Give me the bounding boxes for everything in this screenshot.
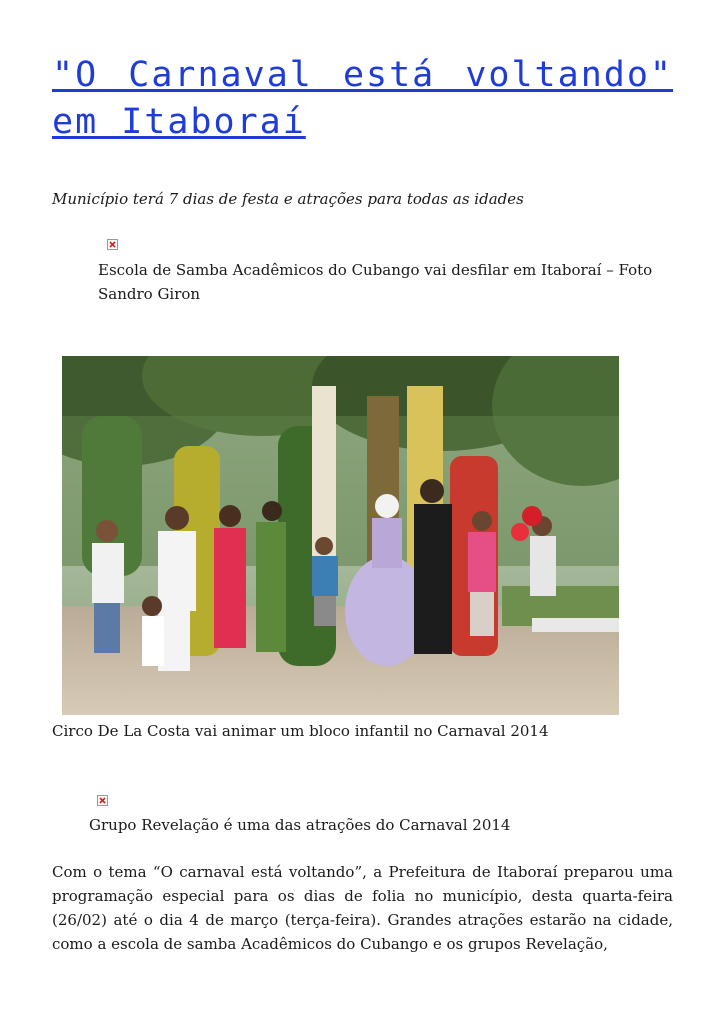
broken-image-icon [107, 239, 118, 250]
article-body-paragraph: Com o tema “O carnaval está voltando”, a Prefeitura de Itaboraí preparou uma programação especial para os dias de folia no município, desta quarta-feira (26/02) até o dia 4 de março (terça-feira). Grandes atrações estarão na cidade, como a escola de samba Acadêmicos do Cubango e os grupos Revelação, [52, 863, 673, 953]
article-subtitle: Município terá 7 dias de festa e atrações para todas as idades [52, 190, 524, 208]
article-title [52, 52, 673, 146]
figure-caption-circo: Circo De La Costa vai animar um bloco infantil no Carnaval 2014 [52, 722, 549, 740]
broken-image-icon [97, 795, 108, 806]
figure-caption-cubango: Escola de Samba Acadêmicos do Cubango vai desfilar em Itaboraí – Foto Sandro Giron [98, 261, 653, 303]
figure-caption-revelacao: Grupo Revelação é uma das atrações do Carnaval 2014 [89, 816, 511, 834]
article-title-link[interactable]: "O Carnaval está voltando" em Itaboraí [52, 55, 673, 142]
carnival-group-photo [62, 356, 619, 715]
